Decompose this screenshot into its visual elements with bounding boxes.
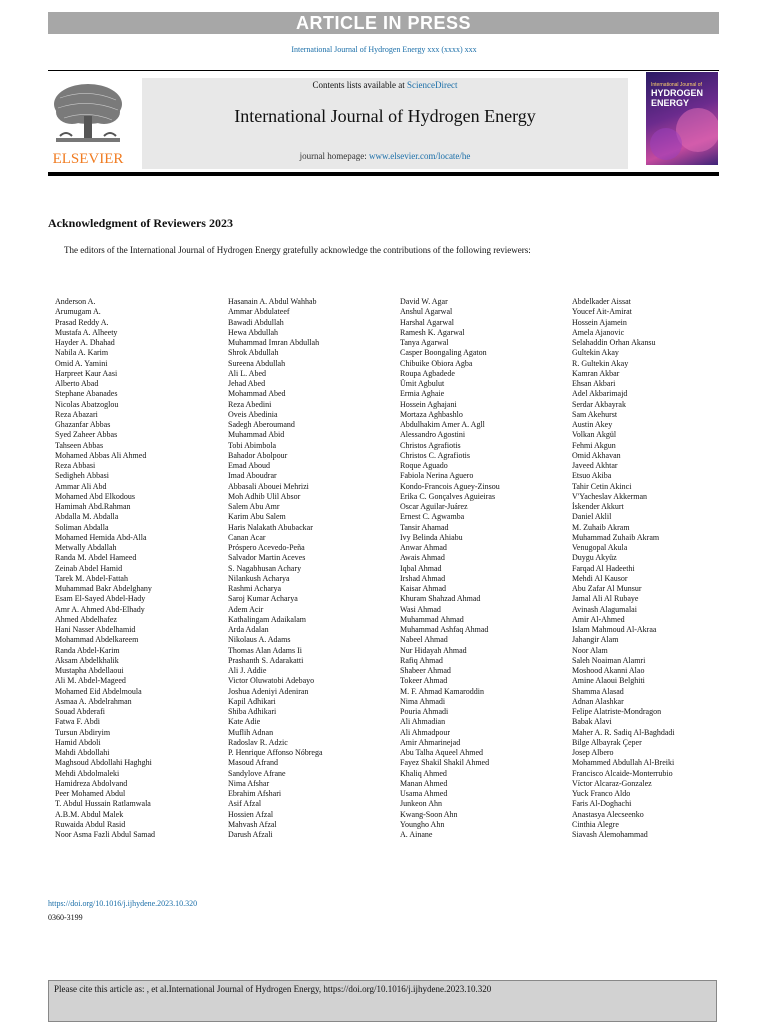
- reviewer-name: Tahseen Abbas: [55, 440, 104, 450]
- reviewer-name: Duygu Akyüz: [572, 553, 617, 563]
- reviewer-name: Aksam Abdelkhalik: [55, 655, 119, 665]
- reviewer-name: Tobi Abimbola: [228, 440, 277, 450]
- reviewer-name: Omid A. Yamini: [55, 358, 108, 368]
- reviewer-name: Sedigheh Abbasi: [55, 471, 109, 481]
- reviewer-name: Hossein Ajamein: [572, 317, 627, 327]
- reviewer-name: Ali L. Abed: [228, 368, 266, 378]
- reviewer-name: Faris Al-Doghachi: [572, 799, 632, 809]
- reviewer-name: Zeinab Abdel Hamid: [55, 563, 123, 573]
- reviewer-name: Christos Agrafiotis: [400, 440, 461, 450]
- reviewer-name: Hewa Abdullah: [228, 327, 278, 337]
- reviewer-name: Arumugam A.: [55, 307, 101, 317]
- reviewer-name: Amine Alaoui Belghiti: [572, 676, 645, 686]
- reviewer-name: Usama Ahmed: [400, 789, 448, 798]
- reviewer-name: Islam Mahmoud Al-Akraa: [572, 625, 657, 634]
- reviewer-name: Shrok Abdullah: [228, 348, 279, 358]
- reviewer-name: Abdalla M. Abdalla: [55, 512, 119, 522]
- homepage-prefix: journal homepage:: [299, 151, 367, 161]
- reviewer-name: Saroj Kumar Acharya: [228, 594, 298, 604]
- reviewer-name: T. Abdul Hussain Ratlamwala: [55, 799, 151, 809]
- reviewer-name: Masoud Afrand: [228, 758, 278, 768]
- reviewer-name: Moshood Akanni Alao: [572, 666, 645, 675]
- reviewer-name: Imad Aboudrar: [228, 471, 277, 481]
- reviewer-name: Muhammad Ahmad: [400, 614, 464, 624]
- reviewer-name: Youngho Ahn: [400, 819, 445, 829]
- reviewer-name: Nabila A. Karim: [55, 348, 109, 358]
- reviewer-name: Mehdi Abdolmaleki: [55, 768, 120, 778]
- reviewer-name: Jamal Ali Al Rubaye: [572, 594, 639, 604]
- reviewer-name: Sam Akehurst: [572, 409, 618, 419]
- reviewer-name: Kwang-Soon Ahn: [400, 809, 458, 819]
- contents-line: [142, 80, 628, 90]
- reviewer-name: Adel Akbarimajd: [572, 389, 628, 399]
- reviewer-name: Bilge Albayrak Çeper: [572, 737, 642, 747]
- intro-paragraph: The editors of the International Journal of Hydrogen Energy gratefully acknowledge the contributions of the following reviewers:: [64, 245, 531, 255]
- reviewer-name: Kamran Akbar: [572, 368, 620, 378]
- journal-reference-link[interactable]: International Journal of Hydrogen Energy xxx (xxxx) xxx: [291, 45, 477, 54]
- sciencedirect-link[interactable]: ScienceDirect: [407, 80, 458, 90]
- reviewer-name: Farqad Al Hadeethi: [572, 563, 635, 573]
- cover-line3: ENERGY: [651, 98, 690, 108]
- header-thick-rule: [48, 172, 719, 176]
- reviewer-name: Mahdi Abdollahi: [55, 748, 110, 757]
- reviewer-name: Mohammad Abdelkareem: [55, 635, 139, 645]
- reviewer-name: Mohammed Abdullah Al-Breiki: [572, 758, 675, 768]
- reviewer-name: Kaisar Ahmad: [400, 584, 446, 593]
- journal-cover-image[interactable]: [646, 72, 718, 165]
- reviewer-name: Ghazanfar Abbas: [55, 420, 111, 429]
- reviewer-name: Mohamed Abd Elkodous: [55, 491, 135, 501]
- reviewer-name: Kondo-Francois Aguey-Zinsou: [400, 481, 500, 491]
- reviewer-name: Rafiq Ahmad: [400, 655, 443, 665]
- reviewer-name: Maher A. R. Sadiq Al-Baghdadi: [572, 727, 675, 737]
- reviewer-name: Kathalingam Adaikalam: [228, 614, 306, 624]
- reviewer-name: Tanya Agarwal: [400, 338, 449, 347]
- reviewer-name: Fabiola Nerina Aguero: [400, 471, 474, 481]
- reviewer-name: Serdar Akbayrak: [572, 399, 626, 409]
- reviewer-name: P. Henrique Affonso Nóbrega: [228, 748, 323, 757]
- reviewer-name: A. Ainane: [400, 830, 433, 839]
- reviewer-name: Prasad Reddy A.: [55, 317, 109, 327]
- reviewer-name: Mehdi Al Kausor: [572, 573, 628, 583]
- reviewer-name: Asif Afzal: [228, 799, 262, 809]
- reviewer-name: Mohammad Abed: [228, 389, 286, 399]
- top-rule: [48, 70, 719, 71]
- reviewer-name: Nur Hidayah Ahmad: [400, 645, 467, 655]
- reviewer-name: Mustafa A. Alheety: [55, 327, 118, 337]
- reviewer-name: Noor Alam: [572, 645, 608, 655]
- reviewer-name: Randa M. Abdel Hameed: [55, 553, 137, 563]
- reviewer-name: Mahvash Afzal: [228, 819, 277, 829]
- reviewer-name: M. Zuhaib Akram: [572, 522, 630, 532]
- citation-text: Please cite this article as: , et al.International Journal of Hydrogen Energy, https://doi.org/10.1016/j.ijhydene.2023.10.320: [54, 984, 492, 994]
- reviewer-name: Gultekin Akay: [572, 348, 619, 358]
- reviewer-name: Abdelkader Aissat: [572, 297, 631, 306]
- reviewer-name: Khaliq Ahmed: [400, 768, 447, 778]
- reviewer-name: Asmaa A. Abdelrahman: [55, 696, 132, 706]
- reviewer-name: Bahador Abolpour: [228, 450, 288, 460]
- reviewer-name: Tahir Cetin Akinci: [572, 481, 632, 491]
- reviewer-name: Muhammad Bakr Abdelghany: [55, 584, 152, 593]
- reviewer-name: Mohamed Eid Abdelmoula: [55, 686, 142, 696]
- reviewer-name: Nabeel Ahmad: [400, 635, 448, 645]
- reviewer-name: M. F. Ahmad Kamaroddin: [400, 686, 485, 696]
- reviewer-name: Darush Afzali: [228, 830, 273, 839]
- reviewer-name: Moh Adhib Ulil Absor: [228, 491, 301, 501]
- elsevier-wordmark: ELSEVIER: [52, 151, 124, 166]
- reviewer-name: Fatwa F. Abdi: [55, 717, 100, 727]
- reviewer-name: Reza Abbasi: [55, 461, 96, 470]
- reviewer-name: Junkeon Ahn: [400, 799, 442, 809]
- reviewer-column-4: [572, 297, 740, 840]
- reviewer-name: Peer Mohamed Abdul: [55, 789, 126, 798]
- reviewer-name: Muhammad Imran Abdullah: [228, 338, 320, 347]
- reviewer-name: Josep Albero: [572, 748, 614, 757]
- reviewer-name: Thomas Alan Adams Ii: [228, 645, 302, 655]
- reviewer-name: Ümit Agbulut: [400, 379, 445, 388]
- reviewer-name: Hamidreza Abdolvand: [55, 778, 128, 788]
- reviewer-name: Shabeer Ahmad: [400, 666, 451, 675]
- reviewer-name: Sureena Abdullah: [228, 358, 286, 368]
- reviewer-name: David W. Agar: [400, 297, 448, 306]
- cover-line1: International Journal of: [651, 82, 702, 88]
- reviewer-name: Jehad Abed: [228, 379, 266, 388]
- reviewer-name: Bawadi Abdullah: [228, 317, 284, 327]
- reviewer-name: Abbasali Abouei Mehrizi: [228, 481, 309, 491]
- reviewer-name: Casper Boongaling Agaton: [400, 348, 487, 358]
- reviewer-name: Muflih Adnan: [228, 727, 274, 737]
- reviewer-name: Próspero Acevedo-Peña: [228, 543, 305, 552]
- reviewer-name: Karim Abu Salem: [228, 512, 286, 522]
- reviewer-name: Fehmi Akgun: [572, 440, 616, 450]
- reviewer-name: Sandylove Afrane: [228, 768, 286, 778]
- reviewer-name: Cinthia Alegre: [572, 819, 619, 829]
- reviewer-name: Metwally Abdallah: [55, 543, 117, 552]
- homepage-link[interactable]: www.elsevier.com/locate/he: [369, 151, 471, 161]
- reviewer-name: Anderson A.: [55, 297, 96, 306]
- reviewer-name: Radoslav R. Adzic: [228, 737, 288, 747]
- reviewer-name: Nima Ahmadi: [400, 696, 446, 706]
- reviewer-name: Youcef Ait-Amirat: [572, 307, 632, 317]
- reviewer-name: Harpreet Kaur Aasi: [55, 368, 118, 378]
- reviewer-name: Tursun Abdiryim: [55, 727, 111, 737]
- reviewer-name: Maghsoud Abdollahi Haghghi: [55, 758, 152, 768]
- reviewer-name: Adem Acir: [228, 604, 264, 614]
- reviewer-name: Daniel Aklil: [572, 512, 612, 522]
- reviewer-name: Selahaddin Orhan Akansu: [572, 338, 656, 347]
- reviewer-name: Reza Abazari: [55, 409, 98, 419]
- reviewer-name: Ermia Aghaie: [400, 389, 445, 399]
- reviewer-name: Fayez Shakil Shakil Ahmed: [400, 758, 490, 768]
- reviewer-name: Amela Ajanovic: [572, 327, 625, 337]
- reviewer-name: Alberto Abad: [55, 379, 99, 388]
- reviewer-name: A.B.M. Abdul Malek: [55, 809, 124, 819]
- reviewer-name: Amir Al-Ahmed: [572, 614, 625, 624]
- reviewer-name: Ehsan Akbari: [572, 379, 616, 388]
- reviewer-name: Hamid Abdoli: [55, 737, 101, 747]
- reviewer-name: Mohamed Abbas Ali Ahmed: [55, 450, 147, 460]
- reviewer-name: Nicolas Abatzoglou: [55, 399, 119, 409]
- citation-box: [48, 980, 717, 1022]
- reviewer-name: Randa Abdel-Karim: [55, 645, 120, 655]
- reviewer-name: Stephane Abanades: [55, 389, 118, 399]
- reviewer-name: Pouria Ahmadi: [400, 707, 449, 716]
- reviewer-name: Hayder A. Dhahad: [55, 338, 115, 347]
- reviewer-name: Hamimah Abd.Rahman: [55, 502, 131, 511]
- reviewer-name: Christos C. Agrafiotis: [400, 450, 471, 460]
- reviewer-name: İskender Akkurt: [572, 502, 624, 511]
- reviewer-name: Nilankush Acharya: [228, 573, 290, 583]
- reviewer-name: Esam El-Sayed Abdel-Hady: [55, 594, 146, 604]
- reviewer-name: Ammar Abdulateef: [228, 307, 290, 317]
- reviewer-name: Tokeer Ahmad: [400, 676, 448, 686]
- cover-line2: HYDROGEN: [651, 88, 704, 98]
- reviewer-name: Wasi Ahmad: [400, 604, 441, 614]
- reviewer-name: Ammar Ali Abd: [55, 481, 107, 491]
- reviewer-name: Soliman Abdalla: [55, 522, 109, 532]
- reviewer-name: Rashmi Acharya: [228, 584, 282, 593]
- reviewer-name: Haris Nalakath Abubackar: [228, 522, 313, 532]
- reviewer-name: Amir Ahmarinejad: [400, 737, 461, 747]
- reviewer-name: Mohamed Hemida Abd-Alla: [55, 532, 147, 542]
- reviewer-name: Shiba Adhikari: [228, 707, 277, 716]
- reviewer-name: Souad Abderafi: [55, 707, 105, 716]
- reviewer-name: Victor Oluwatobi Adebayo: [228, 676, 315, 686]
- reviewer-name: Amr A. Ahmed Abd-Elhady: [55, 604, 145, 614]
- reviewer-name: Víctor Alcaraz-Gonzalez: [572, 778, 652, 788]
- reviewer-name: Ali J. Addie: [228, 666, 267, 675]
- reviewer-name: Abu Zafar Al Munsur: [572, 584, 642, 593]
- reviewer-name: Hani Nasser Abdelhamid: [55, 625, 136, 634]
- reviewer-name: Muhammad Ashfaq Ahmad: [400, 625, 489, 634]
- reviewer-name: Oscar Aguilar-Juárez: [400, 502, 468, 511]
- reviewer-name: Shamma Alasad: [572, 686, 624, 696]
- reviewer-name: Hasanain A. Abdul Wahhab: [228, 297, 317, 306]
- reviewer-name: Joshua Adeniyi Adeniran: [228, 686, 309, 696]
- reviewer-name: Manan Ahmed: [400, 778, 448, 788]
- reviewer-name: Felipe Alatriste-Mondragon: [572, 707, 662, 716]
- reviewer-name: Austin Akey: [572, 420, 613, 429]
- reviewer-name: Salvador Martin Aceves: [228, 553, 306, 563]
- reviewer-column-1: [55, 297, 223, 840]
- reviewer-name: Canan Acar: [228, 532, 266, 542]
- reviewer-name: Yuck Franco Aldo: [572, 789, 631, 798]
- reviewer-name: Mustapha Abdellaoui: [55, 666, 124, 675]
- elsevier-logo[interactable]: [48, 78, 128, 166]
- article-in-press-banner: ARTICLE IN PRESS: [48, 12, 719, 34]
- reviewer-name: Ahmed Abdelhafez: [55, 614, 117, 624]
- reviewer-name: Omid Akhavan: [572, 450, 621, 460]
- reviewer-name: Ruwaida Abdul Rasid: [55, 819, 126, 829]
- reviewer-name: Hossein Aghajani: [400, 399, 457, 409]
- reviewer-name: Muhammad Abid: [228, 430, 285, 440]
- reviewer-name: Roque Aguado: [400, 461, 448, 470]
- journal-title: International Journal of Hydrogen Energy: [234, 106, 536, 126]
- reviewer-name: Oveis Abedinia: [228, 409, 278, 419]
- article-heading: Acknowledgment of Reviewers 2023: [48, 216, 233, 230]
- reviewer-name: Avinash Alagumalai: [572, 604, 637, 614]
- reviewer-name: Venugopal Akula: [572, 543, 628, 552]
- reviewer-name: Hossien Afzal: [228, 809, 274, 819]
- reviewer-name: Noor Asma Fazli Abdul Samad: [55, 830, 155, 839]
- reviewer-name: Reza Abedini: [228, 399, 272, 409]
- reviewer-name: Saleh Noaiman Alamri: [572, 655, 646, 665]
- reviewer-name: Roupa Agbadede: [400, 368, 455, 378]
- reviewer-name: Muhammad Zuhaib Akram: [572, 532, 660, 542]
- reviewer-name: Anastasya Alecseenko: [572, 809, 644, 819]
- reviewer-name: Abu Talha Aqueel Ahmed: [400, 748, 484, 757]
- reviewer-name: Kate Adie: [228, 717, 261, 727]
- reviewer-name: Harshal Agarwal: [400, 317, 454, 327]
- reviewer-name: Nima Afshar: [228, 778, 270, 788]
- reviewer-name: Ramesh K. Agarwal: [400, 327, 465, 337]
- reviewer-name: Ebrahim Afshari: [228, 789, 282, 798]
- reviewer-name: Ali Ahmadpour: [400, 727, 450, 737]
- reviewer-name: Siavash Alemohammad: [572, 830, 648, 839]
- reviewer-name: Sadegh Aberoumand: [228, 420, 295, 429]
- reviewer-name: Ivy Belinda Ahiabu: [400, 532, 463, 542]
- reviewer-name: Arda Adalan: [228, 625, 269, 634]
- reviewer-name: Erika C. Gonçalves Aguieiras: [400, 491, 496, 501]
- reviewer-name: Alessandro Agostini: [400, 430, 466, 440]
- reviewer-name: R. Gultekin Akay: [572, 358, 629, 368]
- reviewer-name: Tansir Ahamad: [400, 522, 449, 532]
- reviewer-name: Francisco Alcaide-Monterrubio: [572, 768, 673, 778]
- reviewer-name: Tarek M. Abdel-Fattah: [55, 573, 128, 583]
- journal-header-box: [142, 78, 628, 169]
- contents-prefix: Contents lists available at: [312, 80, 405, 90]
- reviewer-name: Anshul Agarwal: [400, 307, 453, 317]
- reviewer-column-2: [228, 297, 396, 840]
- reviewer-name: Irshad Ahmad: [400, 573, 446, 583]
- reviewer-name: Salem Abu Amr: [228, 502, 280, 511]
- reviewer-name: Nikolaus A. Adams: [228, 635, 291, 645]
- reviewer-name: S. Nagabhusan Achary: [228, 563, 302, 573]
- reviewer-name: Awais Ahmad: [400, 553, 445, 563]
- reviewer-name: Khuram Shahzad Ahmad: [400, 594, 481, 604]
- reviewer-name: Babak Alavi: [572, 717, 612, 727]
- reviewer-name: Emad Aboud: [228, 461, 270, 470]
- doi-link[interactable]: https://doi.org/10.1016/j.ijhydene.2023.10.320: [48, 899, 198, 908]
- reviewer-name: Prashanth S. Adarakatti: [228, 655, 304, 665]
- reviewer-name: Iqbal Ahmad: [400, 563, 442, 573]
- reviewer-name: Volkan Akgül: [572, 430, 617, 440]
- reviewer-name: Ali Ahmadian: [400, 717, 446, 727]
- reviewer-name: Syed Zaheer Abbas: [55, 430, 118, 440]
- reviewer-name: Anwar Ahmad: [400, 543, 447, 552]
- reviewer-name: Javeed Akhtar: [572, 461, 618, 470]
- homepage-line: [142, 151, 628, 161]
- reviewer-name: Mortaza Aghbashlo: [400, 409, 463, 419]
- reviewer-name: Ernest C. Agwamba: [400, 512, 465, 522]
- issn-number: 0360-3199: [48, 913, 83, 922]
- reviewer-name: V'Yacheslav Akkerman: [572, 491, 648, 501]
- reviewer-name: Kapil Adhikari: [228, 696, 276, 706]
- reviewer-name: Chibuike Obiora Agba: [400, 358, 473, 368]
- reviewer-name: Ali M. Abdel-Mageed: [55, 676, 126, 686]
- reviewer-name: Adnan Alashkar: [572, 696, 624, 706]
- reviewer-name: Jahangir Alam: [572, 635, 619, 645]
- reviewer-name: Etsuo Akiba: [572, 471, 612, 481]
- reviewer-name: Abdulhakim Amer A. Agll: [400, 420, 485, 429]
- reviewer-column-3: [400, 297, 568, 840]
